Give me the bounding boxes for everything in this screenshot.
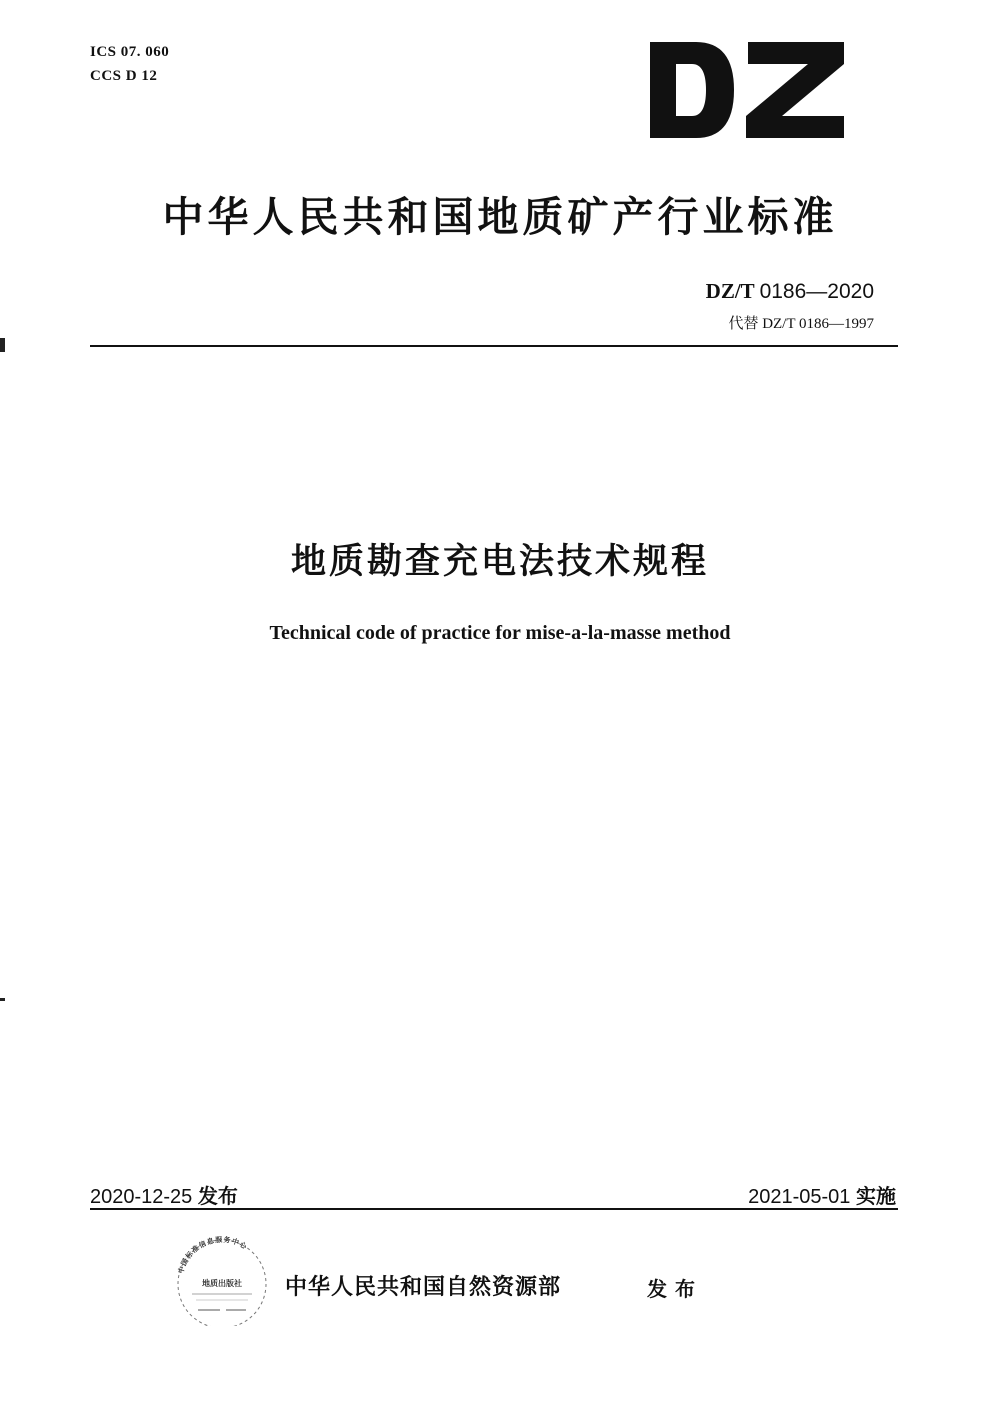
stamp-ring-text: 中国标准信息服务中心 — [176, 1235, 249, 1275]
ccs-code: CCS D 12 — [90, 68, 158, 84]
classification-codes — [90, 40, 169, 88]
standard-number — [706, 279, 874, 304]
top-divider — [90, 345, 898, 347]
dz-logo — [648, 40, 846, 140]
implement-date-line — [748, 1180, 896, 1209]
logo-text: DZ — [746, 100, 748, 101]
publisher-stamp — [168, 1230, 276, 1326]
publish-label: 发布 — [647, 1277, 703, 1301]
replaces-note: 代替 DZ/T 0186—1997 — [728, 316, 874, 332]
bottom-divider — [90, 1208, 898, 1210]
scan-edge-mark — [0, 338, 5, 352]
issue-date: 2020-12-25 — [90, 1186, 193, 1208]
svg-text:中国标准信息服务中心 — [176, 1235, 249, 1275]
standard-category-title: 中华人民共和国地质矿产行业标准 — [162, 193, 838, 241]
standard-number-value: 0186—2020 — [759, 280, 874, 303]
implement-date: 2021-05-01 — [748, 1186, 851, 1208]
scan-edge-mark — [0, 998, 5, 1001]
standard-prefix: DZ/T — [705, 279, 755, 303]
issue-date-line — [90, 1180, 238, 1209]
document-title-en: Technical code of practice for mise-a-la-masse method — [269, 622, 731, 644]
issue-label: 发布 — [197, 1184, 238, 1208]
stamp-center-text: 地质出版社 — [202, 1279, 242, 1288]
document-title-cn: 地质勘查充电法技术规程 — [290, 542, 709, 582]
publisher-name: 中华人民共和国自然资源部 — [285, 1275, 562, 1300]
ics-code: ICS 07. 060 — [90, 44, 170, 60]
implement-label: 实施 — [856, 1184, 896, 1208]
